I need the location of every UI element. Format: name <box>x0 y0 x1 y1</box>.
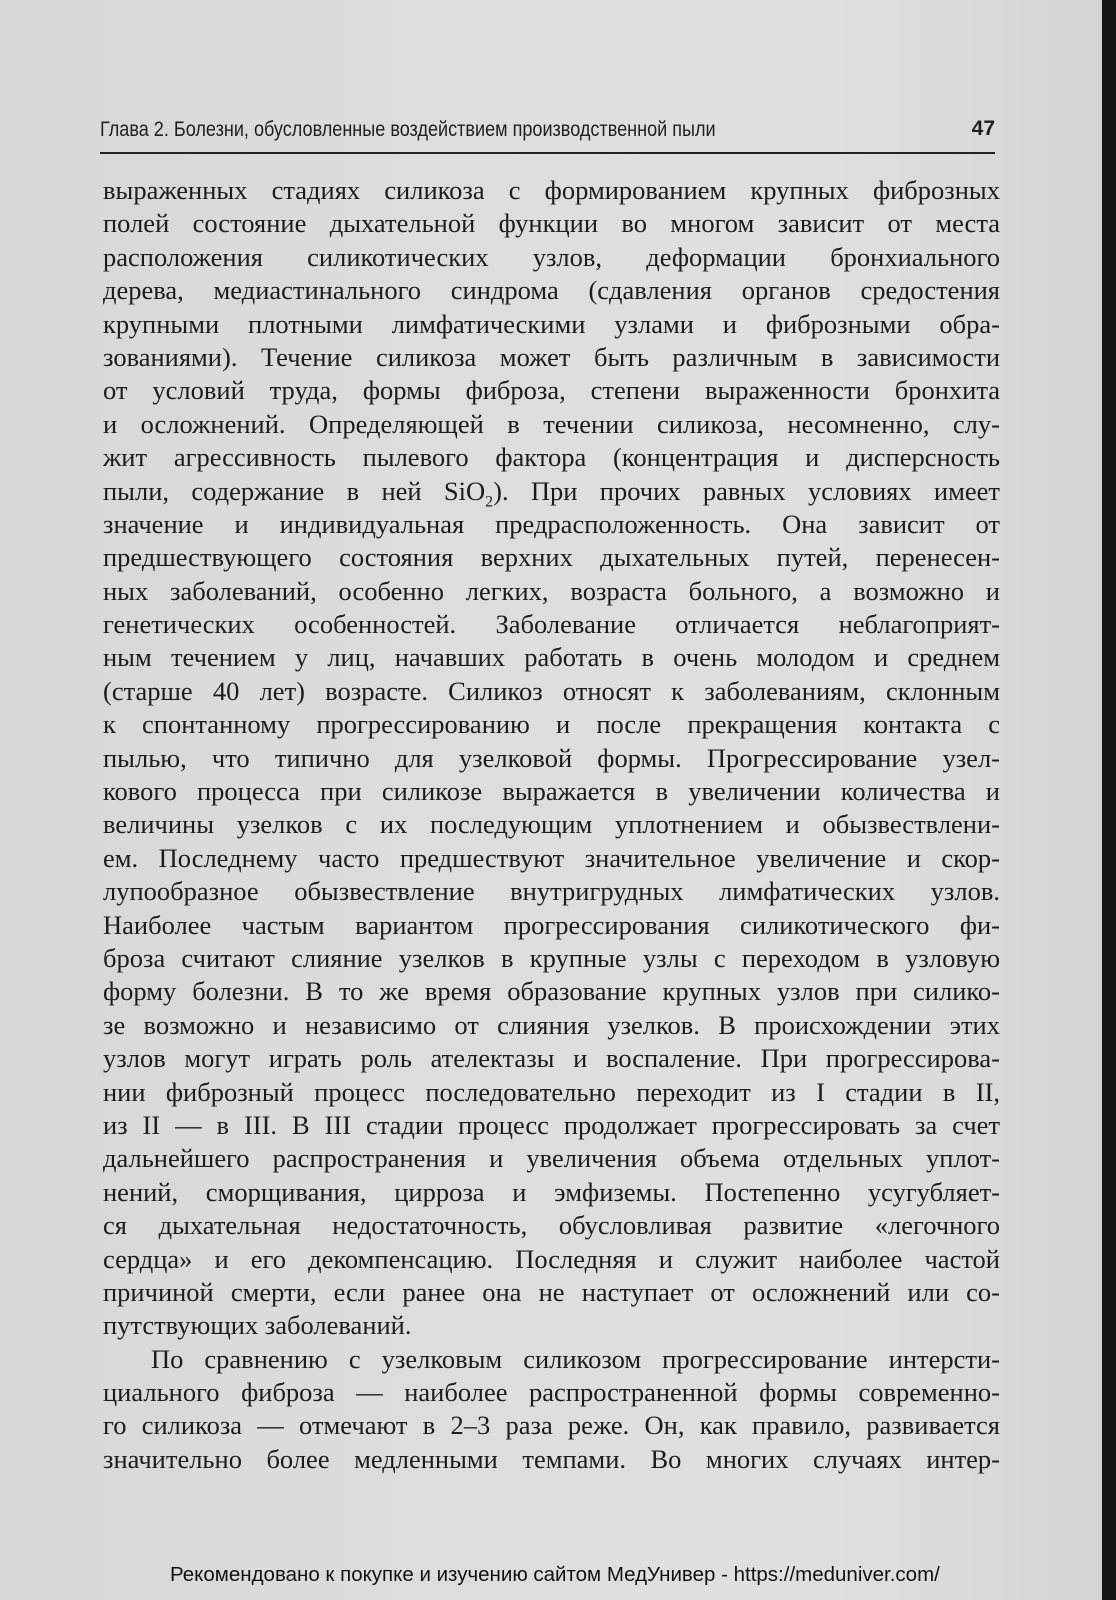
text-line: узлов могут играть роль ателектазы и воспаление. При прогрессирова- <box>103 1043 1000 1074</box>
text-line: зованиями). Течение силикоза может быть различным в зависимости <box>103 341 1000 372</box>
text-line-paragraph-end: путствующих заболеваний. <box>103 1310 412 1341</box>
text-line: циального фиброза — наиболее распространенной формы современно- <box>103 1377 1000 1408</box>
text-line: расположения силикотических узлов, деформации бронхиального <box>103 241 1000 272</box>
text-line-paragraph-start: По сравнению с узелковым силикозом прогрессирование интерсти- <box>151 1343 1000 1374</box>
text-line: причиной смерти, если ранее она не наступает от осложнений или со- <box>103 1276 1000 1307</box>
text-line: от условий труда, формы фиброза, степени выраженности бронхита <box>103 375 1000 406</box>
text-line: броза считают слияние узелков в крупные узлы с переходом в узловую <box>103 942 1000 973</box>
text-line: нии фиброзный процесс последовательно переходит из I стадии в II, <box>103 1076 1000 1107</box>
text-line: форму болезни. В то же время образование крупных узлов при силико- <box>103 976 1000 1007</box>
text-line: выраженных стадиях силикоза с формированием крупных фиброзных <box>103 175 1000 205</box>
text-line: ным течением у лиц, начавших работать в очень молодом и среднем <box>103 642 1000 673</box>
text-line: Наиболее частым вариантом прогрессирования силикотического фи- <box>103 909 1000 940</box>
text-line: величины узелков с их последующим уплотнением и обызвествлени- <box>103 809 1000 840</box>
text-line: кового процесса при силикозе выражается в увеличении количества и <box>103 776 1000 807</box>
chapter-title: Глава 2. Болезни, обусловленные воздействием производственной пыли <box>100 118 716 141</box>
text-line: нений, сморщивания, цирроза и эмфиземы. Постепенно усугубляет- <box>103 1176 1000 1207</box>
running-head <box>100 116 995 154</box>
text-line: жит агрессивность пылевого фактора (концентрация и дисперсность <box>103 442 1000 473</box>
text-line: предшествующего состояния верхних дыхательных путей, перенесен- <box>103 542 1000 573</box>
text-line: зе возможно и независимо от слияния узелков. В происхождении этих <box>103 1009 1000 1040</box>
text-line: генетических особенностей. Заболевание отличается неблагоприят- <box>103 609 1000 640</box>
formula-prefix: пыли, содержание в ней SiO <box>103 475 486 506</box>
body-text <box>103 174 1000 1476</box>
text-line: ем. Последнему часто предшествуют значительное увеличение и скор- <box>103 842 1000 873</box>
text-line: (старше 40 лет) возрасте. Силикоз относят к заболеваниям, склонным <box>103 675 1000 706</box>
text-line: ся дыхательная недостаточность, обусловливая развитие «легочного <box>103 1210 1000 1241</box>
text-line: к спонтанному прогрессированию и после прекращения контакта с <box>103 709 1000 740</box>
text-line-formula <box>103 475 1000 508</box>
text-line: го силикоза — отмечают в 2–3 раза реже. Он, как правило, развивается <box>103 1410 1000 1441</box>
text-line: ных заболеваний, особенно легких, возраста больного, а возможно и <box>103 575 1000 606</box>
text-line: лупообразное обызвествление внутригрудных лимфатических узлов. <box>103 876 1000 907</box>
text-line: пылью, что типично для узелковой формы. Прогрессирование узел- <box>103 742 1000 773</box>
text-line: значительно более медленными темпами. Во многих случаях интер- <box>103 1443 1000 1474</box>
formula-suffix: ). При прочих равных условиях имеет <box>493 475 1000 506</box>
text-line: полей состояние дыхательной функции во многом зависит от места <box>103 208 1000 239</box>
text-line: сердца» и его декомпенсацию. Последняя и служит наиболее частой <box>103 1243 1000 1274</box>
page-number: 47 <box>971 117 995 140</box>
text-line: дерева, медиастинального синдрома (сдавления органов средостения <box>103 275 1000 306</box>
text-line: дальнейшего распространения и увеличения объема отдельных уплот- <box>103 1143 1000 1174</box>
formula-subscript: 2 <box>485 492 494 510</box>
text-line: и осложнений. Определяющей в течении силикоза, несомненно, слу- <box>103 408 1000 439</box>
footer-watermark: Рекомендовано к покупке и изучению сайтом МедУнивер - https://meduniver.com/ <box>170 1563 940 1586</box>
text-line: крупными плотными лимфатическими узлами и фиброзными обра- <box>103 308 1000 339</box>
page-edge-shadow <box>1102 0 1116 1600</box>
text-line: из II — в III. В III стадии процесс продолжает прогрессировать за счет <box>103 1109 1000 1140</box>
text-line: значение и индивидуальная предрасположенность. Она зависит от <box>103 508 1000 539</box>
